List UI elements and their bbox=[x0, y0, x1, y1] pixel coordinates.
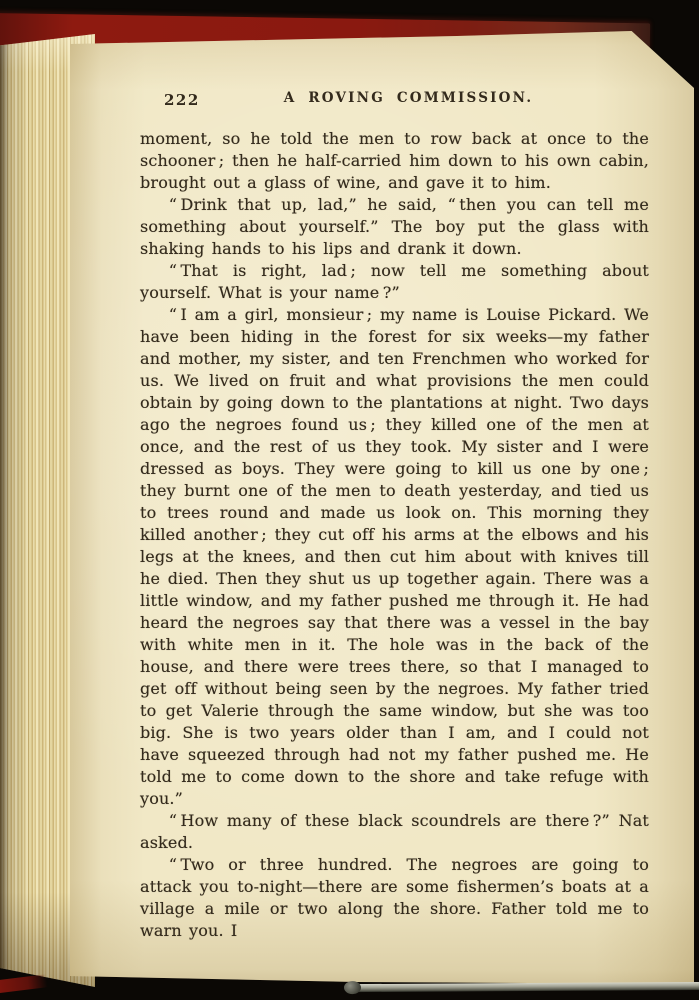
cover-bottom-sliver bbox=[0, 974, 48, 993]
paragraph: “ Drink that up, lad,” he said, “ then you can tell me something about yourself.” The boy put the glass with shaking hands to his lips and drank it down. bbox=[140, 195, 649, 258]
page-number: 222 bbox=[164, 91, 200, 109]
paragraph: “ That is right, lad ; now tell me something about yourself. What is your name ?” bbox=[140, 261, 649, 302]
paragraph: “ How many of these black scoundrels are there ?” Nat asked. bbox=[140, 811, 649, 852]
paragraph: “ I am a girl, monsieur ; my name is Louise Pickard. We have been hiding in the forest for six weeks—my father and mother, my sister, and ten Frenchmen who worked for us. We lived on fruit and what provisions the men could obtain by going down to the plantations at night. Two days ago the negroes found us ; they killed one of the men at once, and the rest of us they took. My sister and I were dressed as boys. They were going to kill us one by one ; they burnt one of the men to death yesterday, and tied us to trees round and made us look on. This morning they killed another ; they cut off his arms at the elbows and his legs at the knees, and then cut him about with knives till he died. Then they shut us up together again. There was a little window, and my father pushed me through it. He had heard the negroes say that there was a vessel in the bay with white men in it. The hole was in the back of the house, and there were trees there, so that I managed to get off without being seen by the negroes. My father tried to get Valerie through the same window, but she was too big. She is two years older than I am, and I could not have squeezed through had not my father pushed me. He told me to come down to the shore and take refuge with you.” bbox=[140, 305, 649, 808]
page-header bbox=[140, 90, 649, 108]
page-content bbox=[140, 90, 649, 942]
page-holder-clip bbox=[347, 982, 699, 992]
running-head: A ROVING COMMISSION. bbox=[283, 90, 534, 106]
paragraph: moment, so he told the men to row back at once to the schooner ; then he half-carried him down to his own cabin, brought out a glass of wine, and gave it to him. bbox=[140, 129, 649, 192]
page-holder-clip-head bbox=[344, 981, 361, 994]
paragraph: “ Two or three hundred. The negroes are going to attack you to-night—there are some fishermen’s boats at a village a mile or two along the shore. Father told me to warn you. I bbox=[140, 855, 649, 940]
